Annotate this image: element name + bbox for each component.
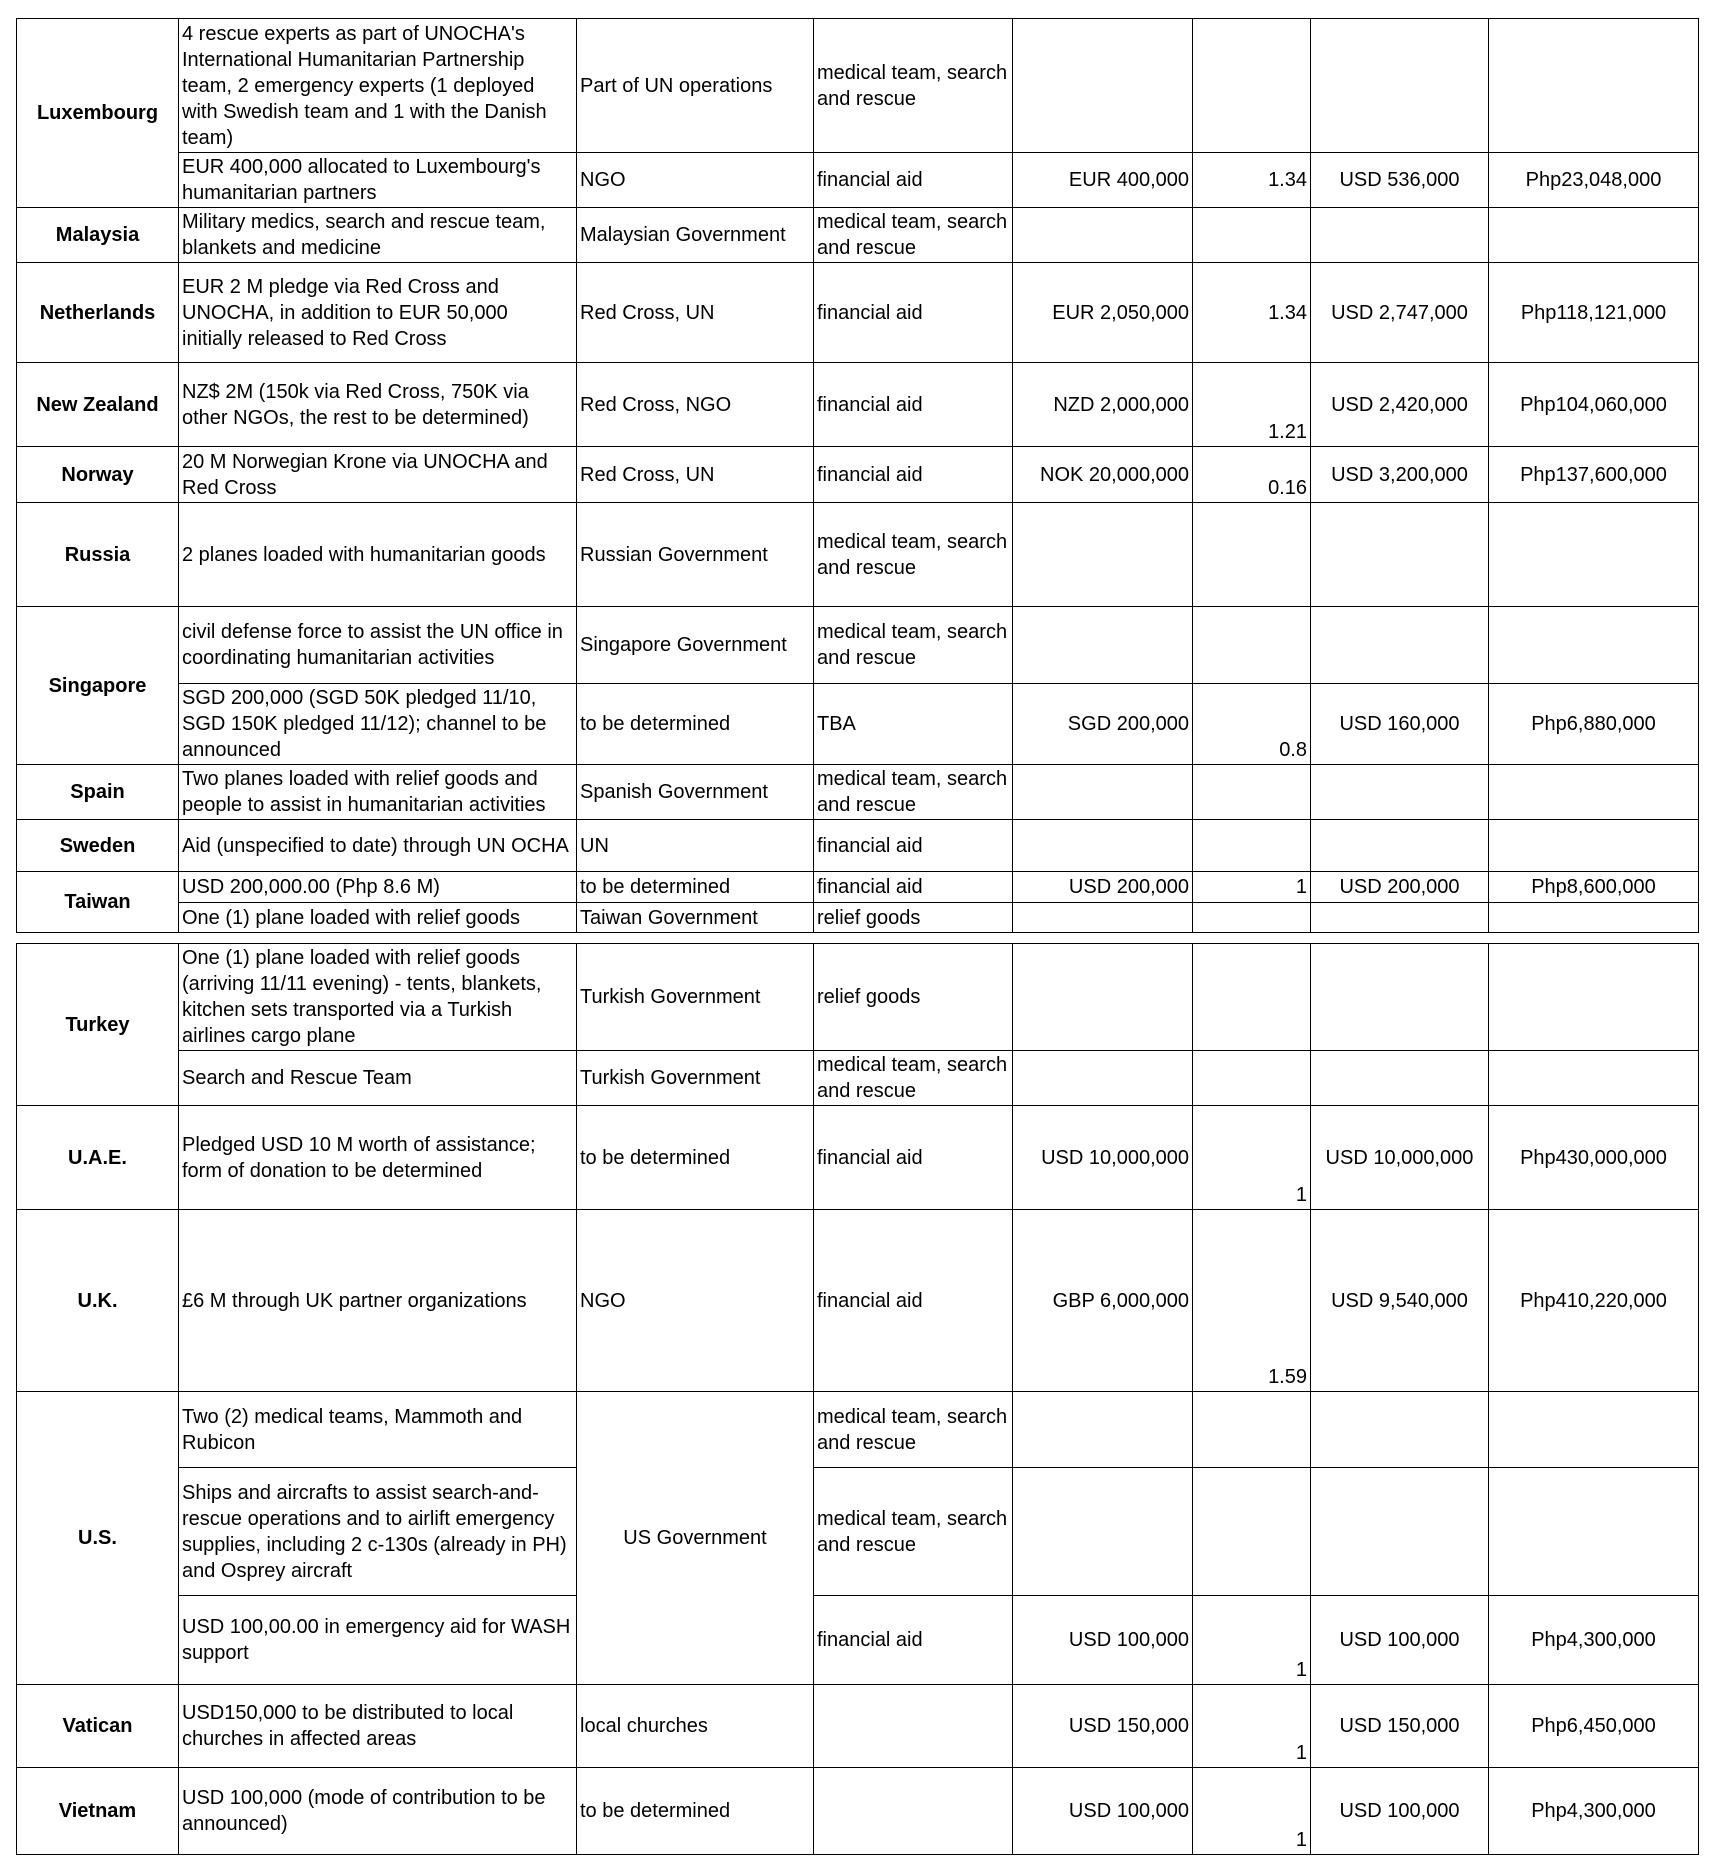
channel-cell: UN [577, 820, 814, 872]
table-row [17, 1392, 1699, 1468]
description-cell: USD 200,000.00 (Php 8.6 M) [179, 872, 577, 903]
description-cell: 2 planes loaded with humanitarian goods [179, 503, 577, 607]
description-cell: Two (2) medical teams, Mammoth and Rubicon [179, 1392, 577, 1468]
rate-cell [1193, 1051, 1311, 1106]
php-cell [1489, 944, 1699, 1051]
usd-cell [1311, 1468, 1489, 1596]
php-cell [1489, 903, 1699, 933]
usd-cell: USD 160,000 [1311, 684, 1489, 765]
table-row [17, 765, 1699, 820]
rate-cell [1193, 503, 1311, 607]
aid-type-cell: relief goods [814, 903, 1013, 933]
aid-type-cell: medical team, search and rescue [814, 19, 1013, 153]
country-cell: Norway [17, 447, 179, 503]
channel-cell: to be determined [577, 872, 814, 903]
channel-cell: NGO [577, 1210, 814, 1392]
description-cell: EUR 400,000 allocated to Luxembourg's humanitarian partners [179, 153, 577, 208]
aid-type-cell: medical team, search and rescue [814, 765, 1013, 820]
description-cell: Aid (unspecified to date) through UN OCHA [179, 820, 577, 872]
amount-cell [1013, 1051, 1193, 1106]
rate-cell: 1 [1193, 1685, 1311, 1768]
amount-cell: USD 100,000 [1013, 1596, 1193, 1685]
aid-type-cell: financial aid [814, 1596, 1013, 1685]
table-row [17, 1468, 1699, 1596]
channel-cell: Malaysian Government [577, 208, 814, 263]
country-cell: U.K. [17, 1210, 179, 1392]
php-cell [1489, 820, 1699, 872]
php-cell: Php430,000,000 [1489, 1106, 1699, 1210]
php-cell [1489, 1051, 1699, 1106]
rate-cell: 1 [1193, 1106, 1311, 1210]
php-cell: Php4,300,000 [1489, 1596, 1699, 1685]
aid-type-cell: financial aid [814, 1106, 1013, 1210]
amount-cell [1013, 503, 1193, 607]
table-row [17, 607, 1699, 684]
usd-cell [1311, 607, 1489, 684]
table-row [17, 872, 1699, 903]
aid-type-cell: financial aid [814, 820, 1013, 872]
php-cell [1489, 765, 1699, 820]
amount-cell [1013, 903, 1193, 933]
php-cell: Php8,600,000 [1489, 872, 1699, 903]
table-row [17, 19, 1699, 153]
rate-cell: 0.16 [1193, 447, 1311, 503]
php-cell [1489, 503, 1699, 607]
country-cell: Russia [17, 503, 179, 607]
channel-cell: Red Cross, UN [577, 263, 814, 363]
aid-type-cell: financial aid [814, 263, 1013, 363]
rate-cell: 1 [1193, 1768, 1311, 1855]
rate-cell [1193, 944, 1311, 1051]
description-cell: Ships and aircrafts to assist search-and-rescue operations and to airlift emergency supplies, including 2 c-130s (already in PH) and Osprey aircraft [179, 1468, 577, 1596]
aid-type-cell: financial aid [814, 363, 1013, 447]
rate-cell [1193, 208, 1311, 263]
usd-cell: USD 200,000 [1311, 872, 1489, 903]
rate-cell: 1.59 [1193, 1210, 1311, 1392]
rate-cell: 1 [1193, 1596, 1311, 1685]
usd-cell [1311, 503, 1489, 607]
amount-cell: USD 100,000 [1013, 1768, 1193, 1855]
rate-cell [1193, 1392, 1311, 1468]
amount-cell [1013, 820, 1193, 872]
amount-cell [1013, 607, 1193, 684]
usd-cell [1311, 19, 1489, 153]
table-row [17, 1051, 1699, 1106]
channel-cell: Turkish Government [577, 1051, 814, 1106]
amount-cell: NZD 2,000,000 [1013, 363, 1193, 447]
country-cell: Vatican [17, 1685, 179, 1768]
usd-cell [1311, 1392, 1489, 1468]
table-row [17, 1685, 1699, 1768]
usd-cell [1311, 903, 1489, 933]
usd-cell: USD 2,747,000 [1311, 263, 1489, 363]
description-cell: One (1) plane loaded with relief goods (arriving 11/11 evening) - tents, blankets, kitchen sets transported via a Turkish airlines cargo plane [179, 944, 577, 1051]
rate-cell [1193, 765, 1311, 820]
amount-cell: USD 10,000,000 [1013, 1106, 1193, 1210]
rate-cell: 1.34 [1193, 263, 1311, 363]
table-row [17, 1596, 1699, 1685]
description-cell: USD 100,000 (mode of contribution to be announced) [179, 1768, 577, 1855]
amount-cell [1013, 1392, 1193, 1468]
channel-cell: US Government [577, 1392, 814, 1685]
country-cell: Turkey [17, 944, 179, 1106]
description-cell: £6 M through UK partner organizations [179, 1210, 577, 1392]
table-row [17, 447, 1699, 503]
rate-cell: 1.34 [1193, 153, 1311, 208]
description-cell: EUR 2 M pledge via Red Cross and UNOCHA, in addition to EUR 50,000 initially released to Red Cross [179, 263, 577, 363]
rate-cell [1193, 19, 1311, 153]
channel-cell: local churches [577, 1685, 814, 1768]
php-cell [1489, 208, 1699, 263]
php-cell: Php4,300,000 [1489, 1768, 1699, 1855]
table-row [17, 363, 1699, 447]
aid-type-cell [814, 1768, 1013, 1855]
country-cell: Spain [17, 765, 179, 820]
aid-type-cell: financial aid [814, 1210, 1013, 1392]
amount-cell [1013, 208, 1193, 263]
aid-type-cell [814, 1685, 1013, 1768]
description-cell: One (1) plane loaded with relief goods [179, 903, 577, 933]
aid-type-cell: medical team, search and rescue [814, 607, 1013, 684]
aid-type-cell: medical team, search and rescue [814, 208, 1013, 263]
php-cell: Php104,060,000 [1489, 363, 1699, 447]
channel-cell: Spanish Government [577, 765, 814, 820]
aid-type-cell: medical team, search and rescue [814, 1468, 1013, 1596]
table-row [17, 903, 1699, 933]
php-cell: Php118,121,000 [1489, 263, 1699, 363]
description-cell: 20 M Norwegian Krone via UNOCHA and Red Cross [179, 447, 577, 503]
table-row [17, 503, 1699, 607]
amount-cell: GBP 6,000,000 [1013, 1210, 1193, 1392]
amount-cell [1013, 1468, 1193, 1596]
table-row [17, 1106, 1699, 1210]
channel-cell: Singapore Government [577, 607, 814, 684]
amount-cell: NOK 20,000,000 [1013, 447, 1193, 503]
aid-type-cell: medical team, search and rescue [814, 1392, 1013, 1468]
amount-cell [1013, 19, 1193, 153]
country-cell: New Zealand [17, 363, 179, 447]
channel-cell: to be determined [577, 1106, 814, 1210]
usd-cell [1311, 765, 1489, 820]
aid-type-cell: TBA [814, 684, 1013, 765]
description-cell: USD150,000 to be distributed to local churches in affected areas [179, 1685, 577, 1768]
amount-cell [1013, 765, 1193, 820]
amount-cell: USD 150,000 [1013, 1685, 1193, 1768]
aid-type-cell: financial aid [814, 153, 1013, 208]
description-cell: 4 rescue experts as part of UNOCHA's International Humanitarian Partnership team, 2 emergency experts (1 deployed with Swedish team and 1 with the Danish team) [179, 19, 577, 153]
usd-cell [1311, 944, 1489, 1051]
php-cell [1489, 1468, 1699, 1596]
channel-cell: Part of UN operations [577, 19, 814, 153]
usd-cell: USD 3,200,000 [1311, 447, 1489, 503]
description-cell: USD 100,00.00 in emergency aid for WASH support [179, 1596, 577, 1685]
usd-cell: USD 150,000 [1311, 1685, 1489, 1768]
country-cell: Netherlands [17, 263, 179, 363]
country-cell: U.A.E. [17, 1106, 179, 1210]
description-cell: Military medics, search and rescue team, blankets and medicine [179, 208, 577, 263]
rate-cell: 0.8 [1193, 684, 1311, 765]
description-cell: Search and Rescue Team [179, 1051, 577, 1106]
usd-cell [1311, 1051, 1489, 1106]
table-row [17, 1768, 1699, 1855]
aid-type-cell: financial aid [814, 872, 1013, 903]
usd-cell [1311, 208, 1489, 263]
description-cell: civil defense force to assist the UN office in coordinating humanitarian activities [179, 607, 577, 684]
aid-type-cell: medical team, search and rescue [814, 503, 1013, 607]
usd-cell: USD 100,000 [1311, 1768, 1489, 1855]
php-cell: Php6,880,000 [1489, 684, 1699, 765]
php-cell: Php23,048,000 [1489, 153, 1699, 208]
table-row [17, 208, 1699, 263]
country-cell: Malaysia [17, 208, 179, 263]
aid-table-1 [16, 18, 1699, 933]
country-cell: U.S. [17, 1392, 179, 1685]
amount-cell: SGD 200,000 [1013, 684, 1193, 765]
description-cell: Pledged USD 10 M worth of assistance; form of donation to be determined [179, 1106, 577, 1210]
usd-cell: USD 10,000,000 [1311, 1106, 1489, 1210]
channel-cell: Red Cross, UN [577, 447, 814, 503]
channel-cell: to be determined [577, 684, 814, 765]
aid-table-2 [16, 943, 1699, 1855]
php-cell: Php410,220,000 [1489, 1210, 1699, 1392]
amount-cell [1013, 944, 1193, 1051]
amount-cell: EUR 2,050,000 [1013, 263, 1193, 363]
country-cell: Luxembourg [17, 19, 179, 208]
channel-cell: to be determined [577, 1768, 814, 1855]
channel-cell: NGO [577, 153, 814, 208]
channel-cell: Turkish Government [577, 944, 814, 1051]
channel-cell: Russian Government [577, 503, 814, 607]
country-cell: Sweden [17, 820, 179, 872]
usd-cell: USD 9,540,000 [1311, 1210, 1489, 1392]
country-cell: Singapore [17, 607, 179, 765]
country-cell: Vietnam [17, 1768, 179, 1855]
table-row [17, 153, 1699, 208]
aid-type-cell: medical team, search and rescue [814, 1051, 1013, 1106]
usd-cell: USD 100,000 [1311, 1596, 1489, 1685]
description-cell: NZ$ 2M (150k via Red Cross, 750K via other NGOs, the rest to be determined) [179, 363, 577, 447]
channel-cell: Taiwan Government [577, 903, 814, 933]
php-cell: Php137,600,000 [1489, 447, 1699, 503]
rate-cell [1193, 903, 1311, 933]
description-cell: Two planes loaded with relief goods and people to assist in humanitarian activities [179, 765, 577, 820]
table-row [17, 944, 1699, 1051]
amount-cell: EUR 400,000 [1013, 153, 1193, 208]
country-cell: Taiwan [17, 872, 179, 933]
aid-type-cell: financial aid [814, 447, 1013, 503]
amount-cell: USD 200,000 [1013, 872, 1193, 903]
channel-cell: Red Cross, NGO [577, 363, 814, 447]
aid-type-cell: relief goods [814, 944, 1013, 1051]
table-row [17, 263, 1699, 363]
usd-cell [1311, 820, 1489, 872]
rate-cell: 1 [1193, 872, 1311, 903]
usd-cell: USD 536,000 [1311, 153, 1489, 208]
table-row [17, 820, 1699, 872]
php-cell: Php6,450,000 [1489, 1685, 1699, 1768]
php-cell [1489, 1392, 1699, 1468]
table-row [17, 684, 1699, 765]
rate-cell [1193, 607, 1311, 684]
description-cell: SGD 200,000 (SGD 50K pledged 11/10, SGD 150K pledged 11/12); channel to be announced [179, 684, 577, 765]
rate-cell: 1.21 [1193, 363, 1311, 447]
table-row [17, 1210, 1699, 1392]
rate-cell [1193, 820, 1311, 872]
rate-cell [1193, 1468, 1311, 1596]
php-cell [1489, 19, 1699, 153]
usd-cell: USD 2,420,000 [1311, 363, 1489, 447]
php-cell [1489, 607, 1699, 684]
